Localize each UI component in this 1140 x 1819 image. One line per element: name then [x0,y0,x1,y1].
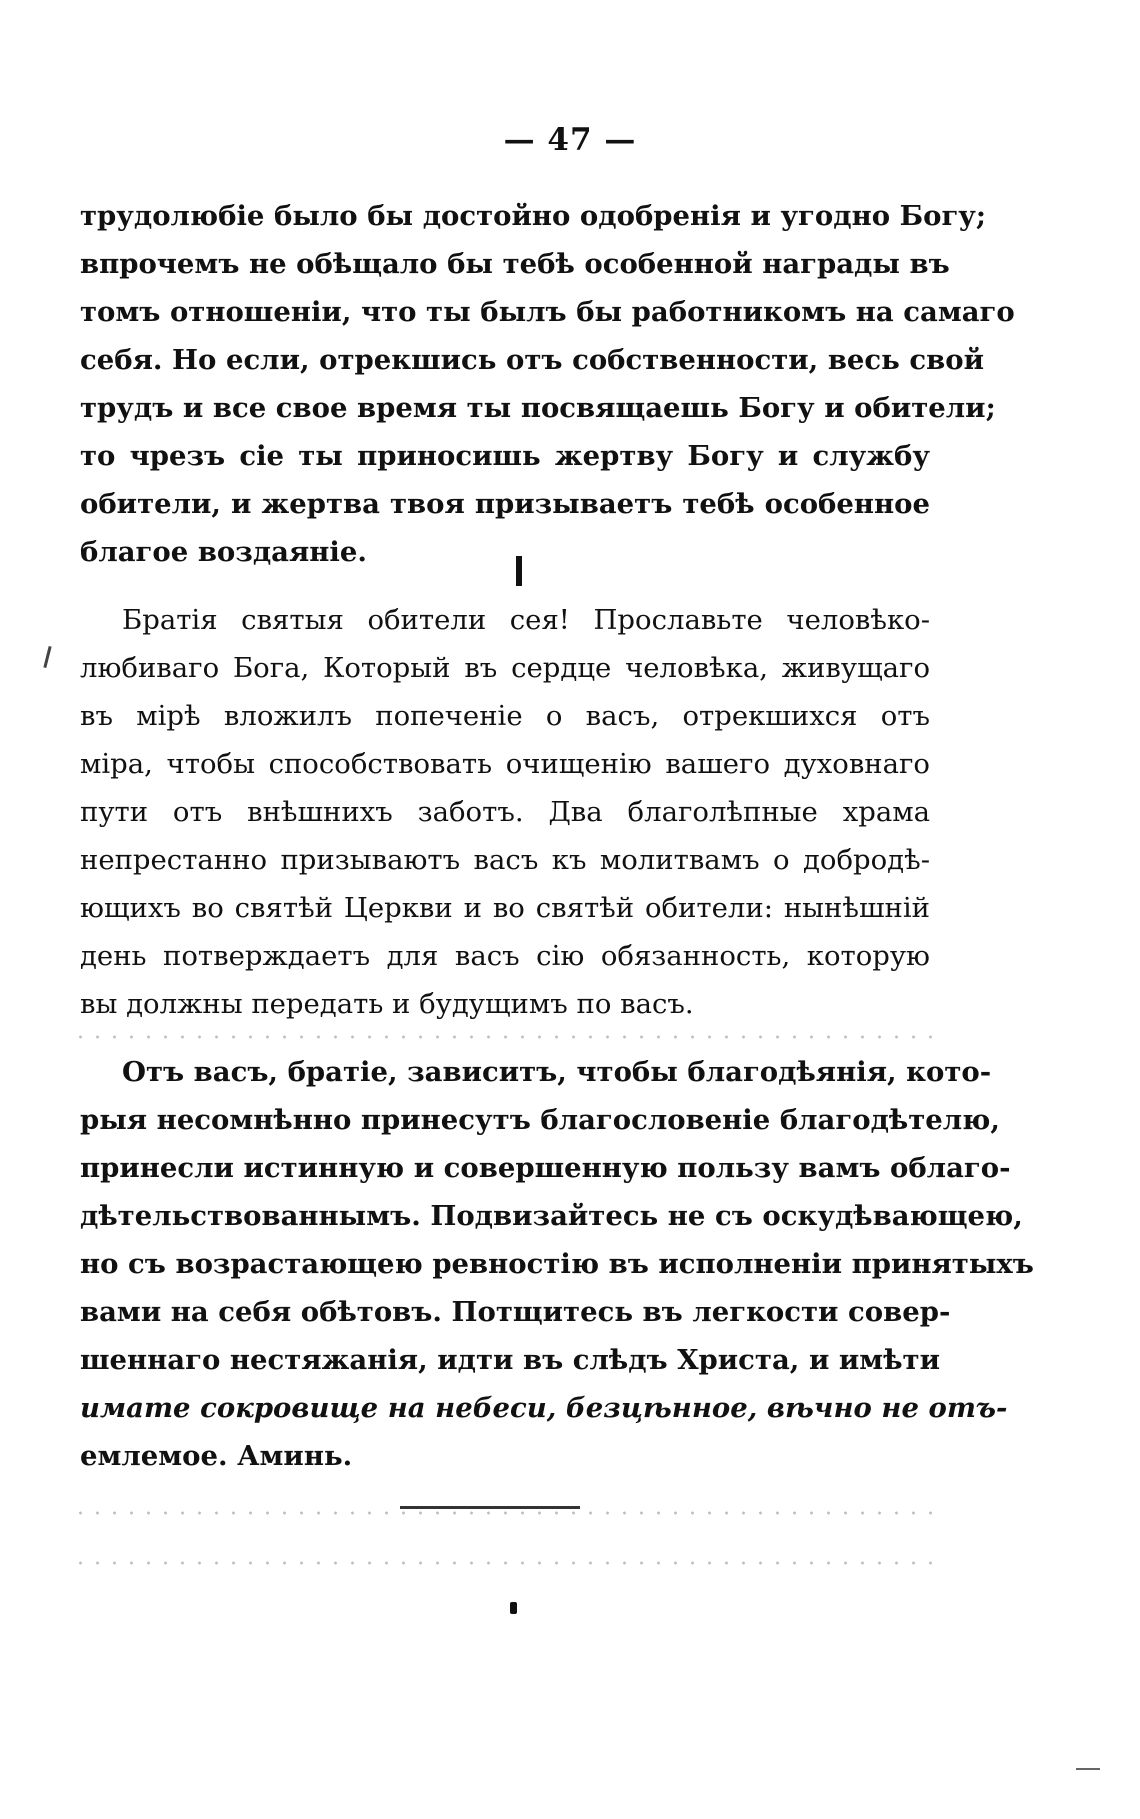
text-line: имате сокровище на небеси, безцѣнное, вѣчно не отъ- [80,1392,1008,1424]
text-line: емлемое. Аминь. [80,1440,353,1472]
text-line: дѣтельствованнымъ. Подвизайтесь не съ оскудѣвающею, [80,1200,1023,1232]
text-line: обители, и жертва твоя призываетъ тебѣ особенное [80,488,930,520]
text-line: впрочемъ не обѣщало бы тебѣ особенной награды въ [80,248,950,280]
print-mark [516,556,522,586]
text-line: любиваго Бога, Который въ сердце человѣка, живущаго [80,652,930,684]
text-line: принесли истинную и совершенную пользу вамъ облаго- [80,1152,1011,1184]
text-line: томъ отношеніи, что ты былъ бы работникомъ на самаго [80,296,1015,328]
text-line: вы должны передать и будущимъ по васъ. [80,988,694,1020]
text-line: міра, чтобы способствовать очищенію вашего духовнаго [80,748,930,780]
bleed-through-noise [72,1498,932,1528]
print-dot [510,1602,517,1614]
text-line: трудъ и все свое время ты посвящаешь Богу и обители; [80,392,996,424]
text-line: пути отъ внѣшнихъ заботъ. Два благолѣпные храма [80,796,930,828]
paragraph-3 [80,1048,1034,1480]
text-line: рыя несомнѣнно принесутъ благословеніе благодѣтелю, [80,1104,1000,1136]
text-line: въ мірѣ вложилъ попеченіе о васъ, отрекшихся отъ [80,700,930,732]
text-line: Отъ васъ, братіе, зависитъ, чтобы благодѣянія, кото- [122,1056,992,1088]
text-line: то чрезъ сіе ты приносишь жертву Богу и службу [80,440,930,472]
text-line: Братія святыя обители сея! Прославьте человѣко- [122,604,930,636]
text-line: себя. Но если, отрекшись отъ собственности, весь свой [80,344,984,376]
paragraph-2 [80,596,930,1028]
text-line: ющихъ во святѣй Церкви и во святѣй обители: нынѣшній [80,892,930,924]
text-line: вами на себя обѣтовъ. Потщитесь въ легкости совер- [80,1296,951,1328]
text-line: благое воздаяніе. [80,536,367,568]
text-line: непрестанно призываютъ васъ къ молитвамъ о добродѣ- [80,844,930,876]
margin-mark [43,646,51,668]
bleed-through-noise [72,1548,932,1578]
text-line: шеннаго нестяжанія, идти въ слѣдъ Христа, и имѣти [80,1344,940,1376]
text-line: но съ возрастающею ревностію въ исполненіи принятыхъ [80,1248,1034,1280]
text-line: день потверждаетъ для васъ сію обязанность, которую [80,940,930,972]
page-number: — 47 — [503,122,637,158]
text-line: трудолюбіе было бы достойно одобренія и угодно Богу; [80,200,987,232]
paragraph-1 [80,192,1015,576]
edge-mark [1076,1768,1100,1770]
